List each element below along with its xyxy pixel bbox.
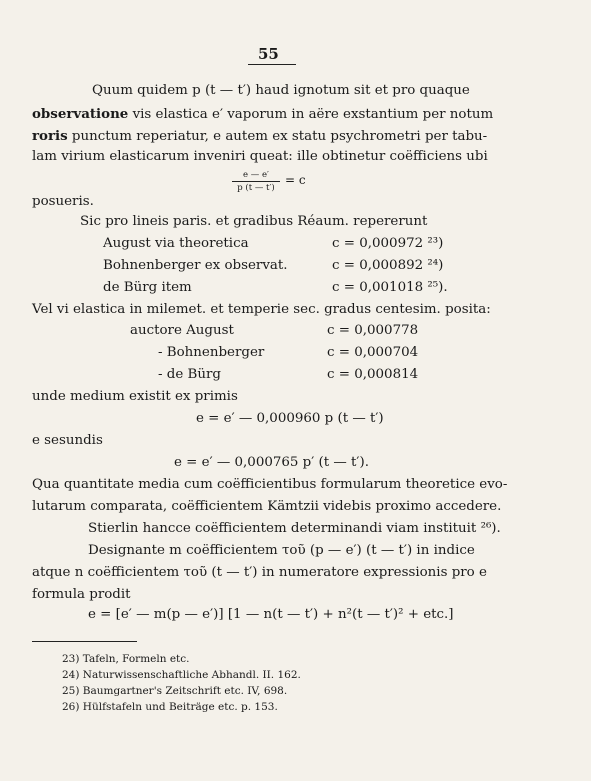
reaumur-row-3-name: de Bürg item xyxy=(103,280,192,295)
fraction-numerator: e — e′ xyxy=(243,170,269,180)
formula-3: e = [e′ — m(p — e′)] [1 — n(t — t′) + n²(t — t′)² + etc.] xyxy=(88,607,454,622)
text-line-3: roris punctum reperiatur, e autem ex statu psychrometri per tabu- xyxy=(32,128,488,144)
qua-line-2: lutarum comparata, coëfficientem Kämtzii videbis proximo accedere. xyxy=(32,499,502,514)
centesim-row-2-name: - Bohnenberger xyxy=(158,345,265,360)
fraction-bar xyxy=(232,181,280,182)
footnote-24: 24) Naturwissenschaftliche Abhandl. II. 162. xyxy=(62,669,301,681)
designante-line-2: atque n coëfficientem τοῦ (t — t′) in numeratore expressionis pro e xyxy=(32,565,487,580)
centesim-row-1-value: c = 0,000778 xyxy=(327,323,419,338)
reaumur-row-2-value: c = 0,000892 ²⁴) xyxy=(332,258,444,273)
centesim-row-3-name: - de Bürg xyxy=(158,367,221,382)
centesim-row-1-name: auctore August xyxy=(130,323,234,338)
text-line-2: observatione vis elastica e′ vaporum in aëre exstantium per notum xyxy=(32,106,494,122)
fraction-denominator: p (t — t′) xyxy=(237,183,275,193)
fraction xyxy=(232,170,280,193)
centesim-row-2-value: c = 0,000704 xyxy=(327,345,419,360)
reaumur-row-3-value: c = 0,001018 ²⁵). xyxy=(332,280,448,295)
formula-1: e = e′ — 0,000960 p (t — t′) xyxy=(196,411,384,426)
stierlin-line: Stierlin hancce coëfficientem determinandi viam instituit ²⁶). xyxy=(88,521,501,536)
footnote-rule xyxy=(32,641,137,642)
fraction-rhs: = c xyxy=(285,173,306,187)
reaumur-row-1-name: August via theoretica xyxy=(103,236,249,251)
reaumur-row-1-value: c = 0,000972 ²³) xyxy=(332,236,444,251)
designante-line-3: formula prodit xyxy=(32,587,131,602)
designante-line-1: Designante m coëfficientem τοῦ (p — e′) (t — t′) in indice xyxy=(88,543,475,558)
sic-line: Sic pro lineis paris. et gradibus Réaum. repererunt xyxy=(80,214,428,229)
formula-2: e = e′ — 0,000765 p′ (t — t′). xyxy=(174,455,369,470)
unde-line: unde medium existit ex primis xyxy=(32,389,238,404)
text-line-4: lam virium elasticarum inveniri queat: ille obtinetur coëfficiens ubi xyxy=(32,149,488,164)
text-line-1: Quum quidem p (t — t′) haud ignotum sit et pro quaque xyxy=(92,83,470,98)
sesundis-line: e sesundis xyxy=(32,433,103,448)
reaumur-row-2-name: Bohnenberger ex observat. xyxy=(103,258,288,273)
footnote-23: 23) Tafeln, Formeln etc. xyxy=(62,653,190,665)
footnote-26: 26) Hülfstafeln und Beiträge etc. p. 153. xyxy=(62,701,278,713)
posueris-line: posueris. xyxy=(32,194,94,209)
centesim-row-3-value: c = 0,000814 xyxy=(327,367,419,382)
qua-line-1: Qua quantitate media cum coëfficientibus formularum theoretice evo- xyxy=(32,477,508,492)
page-number-rule xyxy=(248,64,296,65)
footnote-25: 25) Baumgartner's Zeitschrift etc. IV, 698. xyxy=(62,685,288,697)
page-number: 55 xyxy=(258,45,279,63)
vel-line: Vel vi elastica in milemet. et temperie sec. gradus centesim. posita: xyxy=(32,302,491,317)
